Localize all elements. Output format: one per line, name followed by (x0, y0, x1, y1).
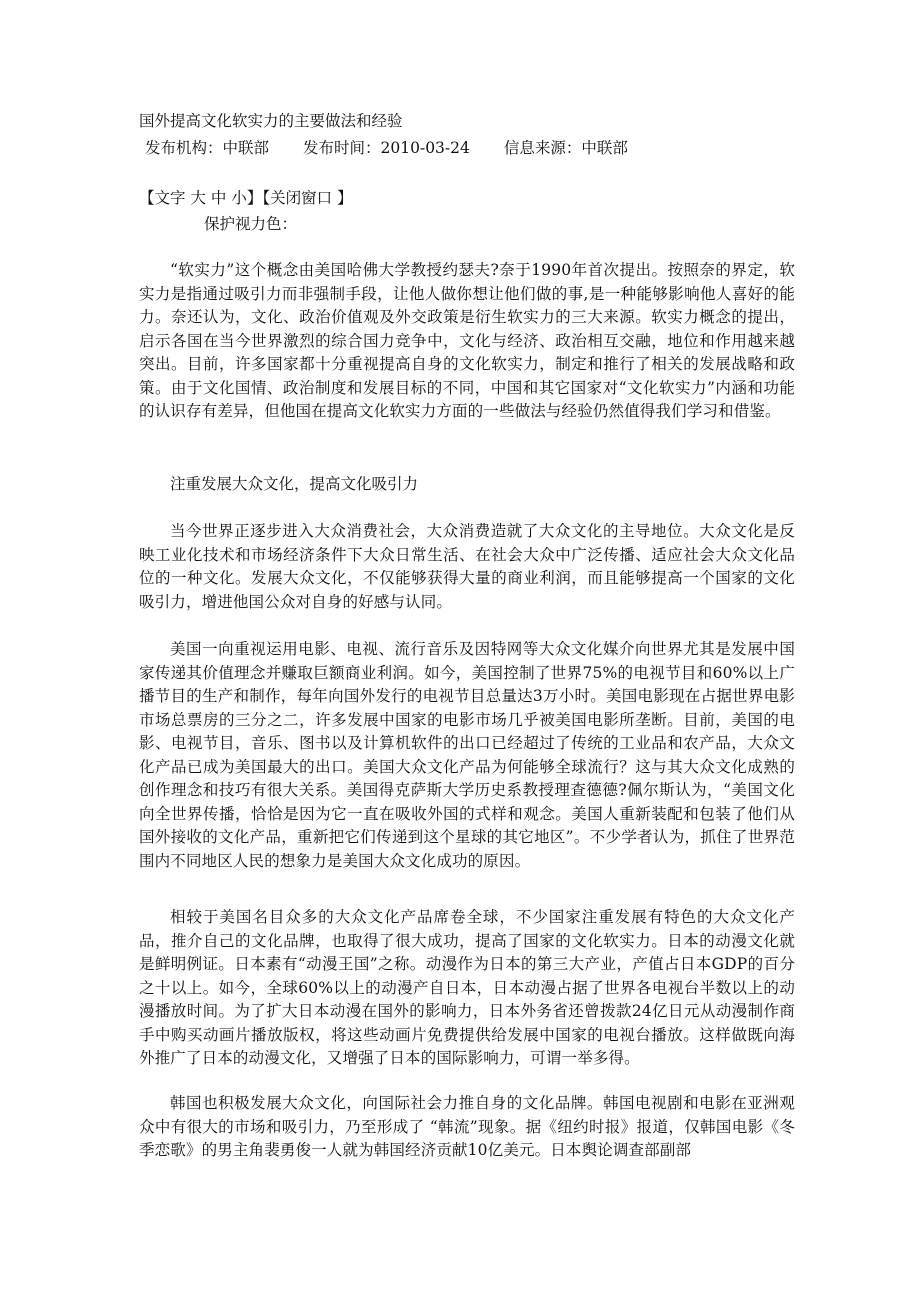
eye-care-color-label: 保护视力色： (204, 215, 298, 233)
font-size-small-link[interactable]: 小 (231, 189, 247, 207)
paragraph-mass-culture: 当今世界正逐步进入大众消费社会，大众消费造就了大众文化的主导地位。大众文化是反映工业化技术和市场经济条件下大众日常生活、在社会大众中广泛传播、适应社会大众文化品位的一种文化。发展大众文化，不仅能够获得大量的商业利润，而且能够提高一个国家的文化吸引力，增进他国公众对自身的好感与认同。 (139, 522, 795, 611)
paragraph-usa: 美国一向重视运用电影、电视、流行音乐及因特网等大众文化媒介向世界尤其是发展中国家传递其价值理念并赚取巨额商业利润。如今，美国控制了世界75%的电视节目和60%以上广播节目的生产和制作，每年向国外发行的电视节目总量达3万小时。美国电影现在占据世界电影市场总票房的三分之二，许多发展中国家的电影市场几乎被美国电影所垄断。目前，美国的电影、电视节目，音乐、图书以及计算机软件的出口已经超过了传统的工业品和农产品，大众文化产品已成为美国最大的出口。美国大众文化产品为何能够全球流行？这与其大众文化成熟的创作理念和技巧有很大关系。美国得克萨斯大学历史系教授理查德德?佩尔斯认为，“美国文化向全世界传播，恰恰是因为它一直在吸收外国的式样和观念。美国人重新装配和包装了他们从国外接收的文化产品，重新把它们传递到这个星球的其它地区”。不少学者认为，抓住了世界范围内不同地区人民的想象力是美国大众文化成功的原因。 (139, 640, 795, 870)
controls-open-bracket: 【文字 (139, 189, 191, 207)
publish-time-info: 发布时间：2010-03-24 (303, 139, 470, 157)
document-title: 国外提高文化软实力的主要做法和经验 (139, 112, 403, 130)
font-size-medium-link[interactable]: 中 (210, 189, 227, 207)
font-size-large-link[interactable]: 大 (190, 189, 206, 207)
paragraph-korea: 韩国也积极发展大众文化，向国际社会力推自身的文化品牌。韩国电视剧和电影在亚洲观众中有很大的市场和吸引力，乃至形成了 “韩流”现象。据《纽约时报》报道，仅韩国电影《冬季恋歌》的男主角裴勇俊一人就为韩国经济贡献10亿美元。日本舆论调查部副部 (139, 1094, 795, 1159)
text-controls (139, 188, 353, 208)
controls-close-bracket: 】 (332, 189, 353, 207)
source-info: 信息来源：中联部 (503, 139, 628, 157)
publisher-info: 发布机构：中联部 (145, 139, 270, 157)
paragraph-japan: 相较于美国名目众多的大众文化产品席卷全球，不少国家注重发展有特色的大众文化产品，推介自己的文化品牌，也取得了很大成功，提高了国家的文化软实力。日本的动漫文化就是鲜明例证。日本素有“动漫王国”之称。动漫作为日本的第三大产业，产值占日本GDP的百分之十以上。如今，全球60%以上的动漫产自日本，日本动漫占据了世界各电视台半数以上的动漫播放时间。为了扩大日本动漫在国外的影响力，日本外务省还曾拨款24亿日元从动漫制作商手中购买动画片播放版权，将这些动画片免费提供给发展中国家的电视台播放。这样做既向海外推广了日本的动漫文化，又增强了日本的国际影响力，可谓一举多得。 (139, 908, 795, 1067)
controls-mid-bracket: 】【 (246, 189, 271, 207)
document-meta (145, 138, 628, 158)
paragraph-intro: “软实力”这个概念由美国哈佛大学教授约瑟夫?奈于1990年首次提出。按照奈的界定，软实力是指通过吸引力而非强制手段，让他人做你想让他们做的事,是一种能够影响他人喜好的能力。奈还认为，文化、政治价值观及外交政策是衍生软实力的三大来源。软实力概念的提出，启示各国在当今世界激烈的综合国力竞争中，文化与经济、政治相互交融，地位和作用越来越突出。目前，许多国家都十分重视提高自身的文化软实力，制定和推行了相关的发展战略和政策。由于文化国情、政治制度和发展目标的不同，中国和其它国家对“文化软实力”内涵和功能的认识存有差异，但他国在提高文化软实力方面的一些做法与经验仍然值得我们学习和借鉴。 (139, 261, 795, 420)
close-window-link[interactable]: 关闭窗口 (270, 189, 333, 207)
section-heading-popular-culture: 注重发展大众文化，提高文化吸引力 (170, 475, 419, 493)
